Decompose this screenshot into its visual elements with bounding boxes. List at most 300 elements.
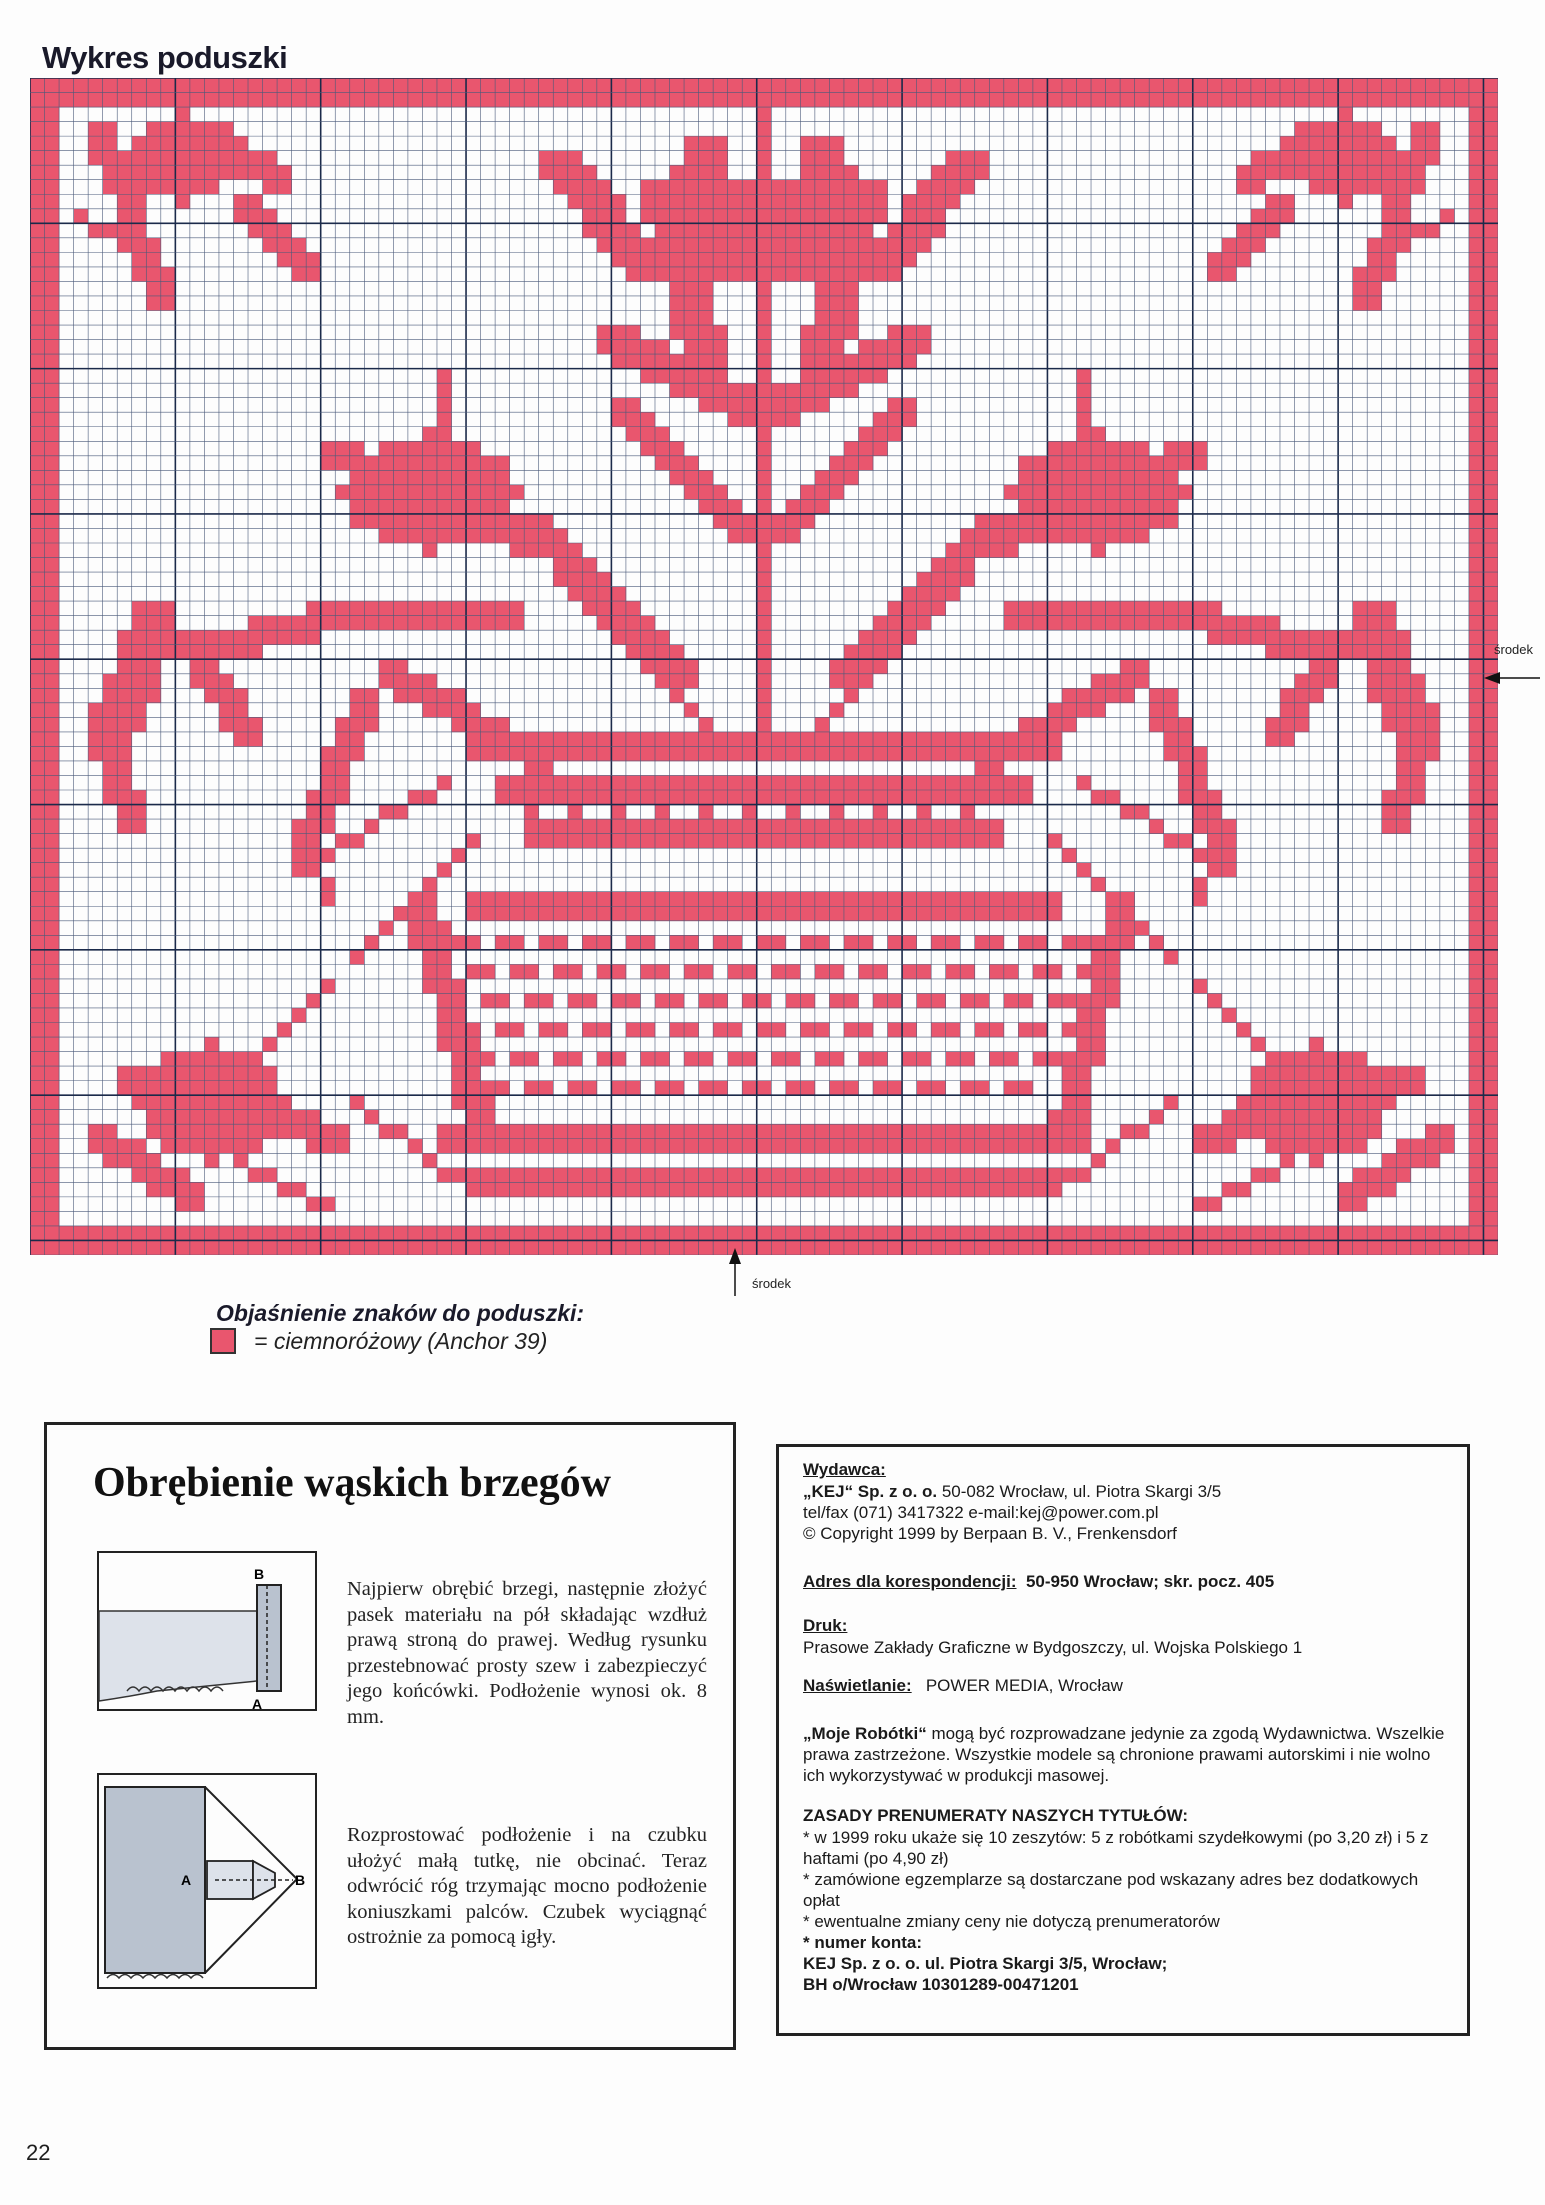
stitch-cell: [670, 659, 685, 674]
stitch-cell: [655, 732, 670, 747]
stitch-cell: [30, 1211, 45, 1226]
stitch-cell: [597, 572, 612, 587]
stitch-cell: [553, 964, 568, 979]
stitch-cell: [364, 1110, 379, 1125]
stitch-cell: [989, 1023, 1004, 1038]
stitch-cell: [132, 180, 147, 195]
stitch-cell: [655, 1226, 670, 1241]
stitch-cell: [292, 1124, 307, 1139]
stitch-cell: [321, 848, 336, 863]
stitch-cell: [960, 805, 975, 820]
stitch-cell: [757, 587, 772, 602]
stitch-cell: [989, 761, 1004, 776]
stitch-cell: [960, 775, 975, 790]
stitch-cell: [495, 717, 510, 732]
stitch-cell: [1367, 281, 1382, 296]
stitch-cell: [1454, 93, 1469, 108]
stitch-cell: [1106, 514, 1121, 529]
stitch-cell: [1120, 1226, 1135, 1241]
stitch-cell: [495, 514, 510, 529]
stitch-cell: [1251, 93, 1266, 108]
stitch-cell: [1149, 703, 1164, 718]
stitch-cell: [30, 703, 45, 718]
stitch-cell: [350, 732, 365, 747]
stitch-cell: [1033, 601, 1048, 616]
stitch-cell: [1469, 1023, 1484, 1038]
stitch-cell: [30, 528, 45, 543]
stitch-cell: [1135, 601, 1150, 616]
stitch-cell: [1018, 717, 1033, 732]
stitch-cell: [1222, 1226, 1237, 1241]
stitch-cell: [873, 964, 888, 979]
stitch-cell: [45, 194, 60, 209]
stitch-cell: [539, 746, 554, 761]
stitch-cell: [888, 325, 903, 340]
stitch-cell: [946, 1168, 961, 1183]
stitch-cell: [989, 1182, 1004, 1197]
stitch-cell: [1295, 1139, 1310, 1154]
stitch-cell: [946, 935, 961, 950]
stitch-cell: [1396, 93, 1411, 108]
stitch-cell: [175, 1110, 190, 1125]
stitch-cell: [45, 427, 60, 442]
stitch-cell: [815, 819, 830, 834]
stitch-cell: [568, 194, 583, 209]
stitch-cell: [699, 470, 714, 485]
stitch-cell: [786, 1168, 801, 1183]
stitch-cell: [960, 1182, 975, 1197]
stitch-cell: [1338, 194, 1353, 209]
stitch-cell: [1207, 863, 1222, 878]
stitch-cell: [1411, 732, 1426, 747]
stitch-cell: [1483, 558, 1498, 573]
stitch-cell: [640, 194, 655, 209]
stitch-cell: [858, 441, 873, 456]
stitch-cell: [844, 935, 859, 950]
stitch-cell: [815, 383, 830, 398]
stitch-cell: [975, 906, 990, 921]
stitch-cell: [175, 194, 190, 209]
stitch-cell: [917, 1139, 932, 1154]
account-line-2: BH o/Wrocław 10301289-00471201: [803, 1975, 1079, 1994]
stitch-cell: [1483, 1052, 1498, 1067]
stitch-cell: [1047, 1226, 1062, 1241]
stitch-cell: [1106, 1240, 1121, 1255]
publisher-contact: tel/fax (071) 3417322 e-mail:kej@power.com.pl: [803, 1503, 1159, 1522]
stitch-cell: [161, 616, 176, 631]
stitch-cell: [1396, 746, 1411, 761]
stitch-cell: [844, 775, 859, 790]
stitch-cell: [989, 906, 1004, 921]
stitch-cell: [568, 78, 583, 93]
publisher-label: Wydawca:: [803, 1460, 886, 1479]
stitch-cell: [1382, 805, 1397, 820]
stitch-cell: [1077, 1139, 1092, 1154]
stitch-cell: [393, 1124, 408, 1139]
stitch-cell: [30, 717, 45, 732]
stitch-cell: [1236, 630, 1251, 645]
stitch-cell: [233, 717, 248, 732]
stitch-cell: [292, 1226, 307, 1241]
stitch-cell: [350, 470, 365, 485]
stitch-cell: [1469, 1124, 1484, 1139]
stitch-cell: [728, 398, 743, 413]
stitch-cell: [1251, 165, 1266, 180]
stitch-cell: [1120, 485, 1135, 500]
stitch-cell: [1018, 470, 1033, 485]
stitch-cell: [495, 93, 510, 108]
stitch-cell: [1483, 688, 1498, 703]
stitch-cell: [1324, 93, 1339, 108]
stitch-cell: [161, 281, 176, 296]
stitch-cell: [960, 1124, 975, 1139]
stitch-cell: [1425, 1153, 1440, 1168]
stitch-cell: [1004, 1168, 1019, 1183]
stitch-cell: [1353, 93, 1368, 108]
stitch-cell: [146, 1182, 161, 1197]
stitch-cell: [684, 964, 699, 979]
stitch-cell: [495, 485, 510, 500]
stitch-cell: [655, 340, 670, 355]
stitch-cell: [422, 892, 437, 907]
stitch-cell: [481, 1081, 496, 1096]
stitch-cell: [1077, 369, 1092, 384]
stitch-cell: [655, 1240, 670, 1255]
stitch-cell: [1382, 1081, 1397, 1096]
stitch-cell: [1164, 746, 1179, 761]
stitch-cell: [1411, 1139, 1426, 1154]
stitch-cell: [684, 906, 699, 921]
stitch-cell: [684, 1226, 699, 1241]
stitch-cell: [1469, 107, 1484, 122]
stitch-cell: [1033, 93, 1048, 108]
stitch-cell: [1324, 1139, 1339, 1154]
stitch-cell: [713, 514, 728, 529]
stitch-cell: [88, 746, 103, 761]
stitch-cell: [408, 616, 423, 631]
stitch-cell: [1222, 819, 1237, 834]
stitch-cell: [640, 1139, 655, 1154]
stitch-cell: [481, 601, 496, 616]
stitch-cell: [1469, 93, 1484, 108]
stitch-cell: [1077, 964, 1092, 979]
stitch-cell: [844, 441, 859, 456]
stitch-cell: [844, 456, 859, 471]
stitch-cell: [1469, 775, 1484, 790]
stitch-cell: [379, 601, 394, 616]
stitch-cell: [858, 892, 873, 907]
stitch-cell: [481, 499, 496, 514]
stitch-cell: [277, 1095, 292, 1110]
stitch-cell: [1004, 1182, 1019, 1197]
stitch-cell: [858, 1226, 873, 1241]
stitch-cell: [1483, 427, 1498, 442]
stitch-cell: [670, 834, 685, 849]
stitch-cell: [117, 819, 132, 834]
stitch-cell: [350, 485, 365, 500]
publisher-name: „KEJ“ Sp. z o. o.: [803, 1482, 938, 1501]
stitch-cell: [1018, 1081, 1033, 1096]
stitch-cell: [713, 340, 728, 355]
stitch-cell: [873, 616, 888, 631]
stitch-cell: [582, 1023, 597, 1038]
stitch-cell: [1411, 790, 1426, 805]
stitch-cell: [1265, 1124, 1280, 1139]
stitch-cell: [655, 964, 670, 979]
stitch-cell: [1324, 659, 1339, 674]
stitch-cell: [248, 616, 263, 631]
stitch-cell: [190, 1124, 205, 1139]
stitch-cell: [757, 398, 772, 413]
stitch-cell: [524, 805, 539, 820]
stitch-cell: [800, 354, 815, 369]
stitch-cell: [1483, 921, 1498, 936]
stitch-cell: [1207, 630, 1222, 645]
stitch-cell: [146, 1081, 161, 1096]
stitch-cell: [45, 165, 60, 180]
stitch-cell: [30, 209, 45, 224]
stitch-cell: [640, 1182, 655, 1197]
stitch-cell: [1077, 703, 1092, 718]
stitch-cell: [1295, 703, 1310, 718]
stitch-cell: [393, 470, 408, 485]
stitch-cell: [1295, 1052, 1310, 1067]
stitch-cell: [219, 1110, 234, 1125]
stitch-cell: [1193, 1226, 1208, 1241]
stitch-cell: [1193, 819, 1208, 834]
stitch-cell: [946, 572, 961, 587]
stitch-cell: [873, 1168, 888, 1183]
stitch-cell: [931, 209, 946, 224]
stitch-cell: [1193, 877, 1208, 892]
stitch-cell: [742, 790, 757, 805]
stitch-cell: [626, 819, 641, 834]
stitch-cell: [45, 601, 60, 616]
stitch-cell: [1469, 456, 1484, 471]
stitch-cell: [1353, 1240, 1368, 1255]
stitch-cell: [190, 645, 205, 660]
stitch-cell: [800, 1023, 815, 1038]
stitch-cell: [1483, 1081, 1498, 1096]
stitch-cell: [1469, 1182, 1484, 1197]
center-label-bottom: środek: [752, 1276, 792, 1291]
stitch-cell: [888, 906, 903, 921]
stitch-cell: [277, 252, 292, 267]
stitch-cell: [219, 630, 234, 645]
stitch-cell: [1396, 659, 1411, 674]
stitch-cell: [597, 616, 612, 631]
stitch-cell: [161, 151, 176, 166]
stitch-cell: [931, 775, 946, 790]
stitch-cell: [655, 805, 670, 820]
stitch-cell: [1047, 1110, 1062, 1125]
stitch-cell: [568, 180, 583, 195]
stitch-cell: [815, 325, 830, 340]
stitch-cell: [1222, 630, 1237, 645]
stitch-cell: [1004, 892, 1019, 907]
stitch-cell: [1483, 107, 1498, 122]
stitch-cell: [495, 746, 510, 761]
stitch-cell: [917, 572, 932, 587]
stitch-cell: [146, 674, 161, 689]
stitch-cell: [815, 1139, 830, 1154]
stitch-cell: [495, 732, 510, 747]
stitch-cell: [989, 1139, 1004, 1154]
stitch-cell: [1106, 456, 1121, 471]
stitch-cell: [742, 906, 757, 921]
stitch-cell: [132, 267, 147, 282]
stitch-cell: [742, 383, 757, 398]
stitch-cell: [132, 688, 147, 703]
stitch-cell: [1120, 906, 1135, 921]
stitch-cell: [161, 1124, 176, 1139]
stitch-cell: [582, 993, 597, 1008]
stitch-cell: [917, 616, 932, 631]
stitch-cell: [481, 78, 496, 93]
stitch-cell: [1469, 252, 1484, 267]
stitch-cell: [45, 1182, 60, 1197]
stitch-cell: [306, 993, 321, 1008]
stitch-cell: [1469, 1066, 1484, 1081]
stitch-cell: [1469, 194, 1484, 209]
stitch-cell: [481, 485, 496, 500]
stitch-cell: [568, 1226, 583, 1241]
stitch-cell: [1324, 630, 1339, 645]
stitch-cell: [30, 398, 45, 413]
stitch-cell: [408, 1240, 423, 1255]
stitch-cell: [175, 645, 190, 660]
stitch-cell: [146, 616, 161, 631]
stitch-cell: [1149, 1110, 1164, 1125]
stitch-cell: [1018, 1240, 1033, 1255]
stitch-cell: [1018, 616, 1033, 631]
stitch-cell: [611, 412, 626, 427]
stitch-cell: [204, 1037, 219, 1052]
stitch-cell: [30, 369, 45, 384]
stitch-cell: [640, 93, 655, 108]
stitch-cell: [844, 223, 859, 238]
stitch-cell: [684, 180, 699, 195]
stitch-cell: [88, 122, 103, 137]
stitch-cell: [161, 165, 176, 180]
stitch-cell: [1033, 78, 1048, 93]
stitch-cell: [481, 1124, 496, 1139]
stitch-cell: [88, 1240, 103, 1255]
stitch-cell: [858, 180, 873, 195]
stitch-cell: [1135, 499, 1150, 514]
stitch-cell: [582, 209, 597, 224]
stitch-cell: [175, 1052, 190, 1067]
stitch-cell: [495, 499, 510, 514]
stitch-cell: [1047, 892, 1062, 907]
stitch-cell: [844, 267, 859, 282]
stitch-cell: [1047, 1182, 1062, 1197]
stitch-cell: [190, 630, 205, 645]
stitch-cell: [248, 1240, 263, 1255]
stitch-cell: [829, 993, 844, 1008]
stitch-cell: [917, 993, 932, 1008]
stitch-cell: [1265, 165, 1280, 180]
stitch-cell: [917, 1124, 932, 1139]
stitch-cell: [786, 499, 801, 514]
stitch-cell: [960, 746, 975, 761]
stitch-cell: [888, 1168, 903, 1183]
stitch-cell: [771, 412, 786, 427]
stitch-cell: [1396, 180, 1411, 195]
stitch-cell: [655, 1052, 670, 1067]
stitch-cell: [858, 223, 873, 238]
stitch-cell: [45, 863, 60, 878]
stitch-cell: [931, 1226, 946, 1241]
stitch-cell: [1178, 456, 1193, 471]
stitch-cell: [1004, 78, 1019, 93]
stitch-cell: [510, 892, 525, 907]
stitch-cell: [931, 819, 946, 834]
stitch-cell: [30, 1153, 45, 1168]
stitch-cell: [233, 93, 248, 108]
stitch-cell: [1178, 601, 1193, 616]
stitch-cell: [699, 834, 714, 849]
stitch-cell: [466, 499, 481, 514]
stitch-cell: [1295, 1066, 1310, 1081]
stitch-cell: [742, 412, 757, 427]
stitch-cell: [1309, 1124, 1324, 1139]
stitch-cell: [989, 1052, 1004, 1067]
stitch-cell: [1149, 470, 1164, 485]
stitch-cell: [829, 1052, 844, 1067]
stitch-cell: [132, 1168, 147, 1183]
stitch-cell: [30, 819, 45, 834]
stitch-cell: [1280, 717, 1295, 732]
stitch-cell: [190, 1110, 205, 1125]
stitch-cell: [233, 136, 248, 151]
stitch-cell: [335, 1226, 350, 1241]
stitch-cell: [452, 616, 467, 631]
stitch-cell: [960, 558, 975, 573]
stitch-cell: [800, 906, 815, 921]
stitch-cell: [786, 790, 801, 805]
stitch-cell: [989, 732, 1004, 747]
stitch-cell: [1265, 645, 1280, 660]
stitch-cell: [1236, 1226, 1251, 1241]
stitch-cell: [524, 543, 539, 558]
stitch-cell: [146, 1124, 161, 1139]
stitch-cell: [800, 223, 815, 238]
stitch-cell: [30, 674, 45, 689]
stitch-cell: [1251, 180, 1266, 195]
stitch-cell: [495, 906, 510, 921]
stitch-cell: [175, 1139, 190, 1154]
stitch-cell: [524, 906, 539, 921]
stitch-cell: [204, 1240, 219, 1255]
stitch-cell: [524, 790, 539, 805]
stitch-cell: [858, 267, 873, 282]
stitch-cell: [1120, 659, 1135, 674]
stitch-cell: [524, 819, 539, 834]
stitch-cell: [1280, 1081, 1295, 1096]
stitch-cell: [1062, 1023, 1077, 1038]
stitch-cell: [132, 223, 147, 238]
stitch-cell: [437, 369, 452, 384]
stitch-cell: [1120, 616, 1135, 631]
stitch-cell: [1207, 252, 1222, 267]
stitch-cell: [902, 601, 917, 616]
stitch-cell: [1207, 805, 1222, 820]
stitch-cell: [1469, 1240, 1484, 1255]
stitch-cell: [452, 485, 467, 500]
stitch-cell: [1483, 964, 1498, 979]
stitch-cell: [728, 1139, 743, 1154]
